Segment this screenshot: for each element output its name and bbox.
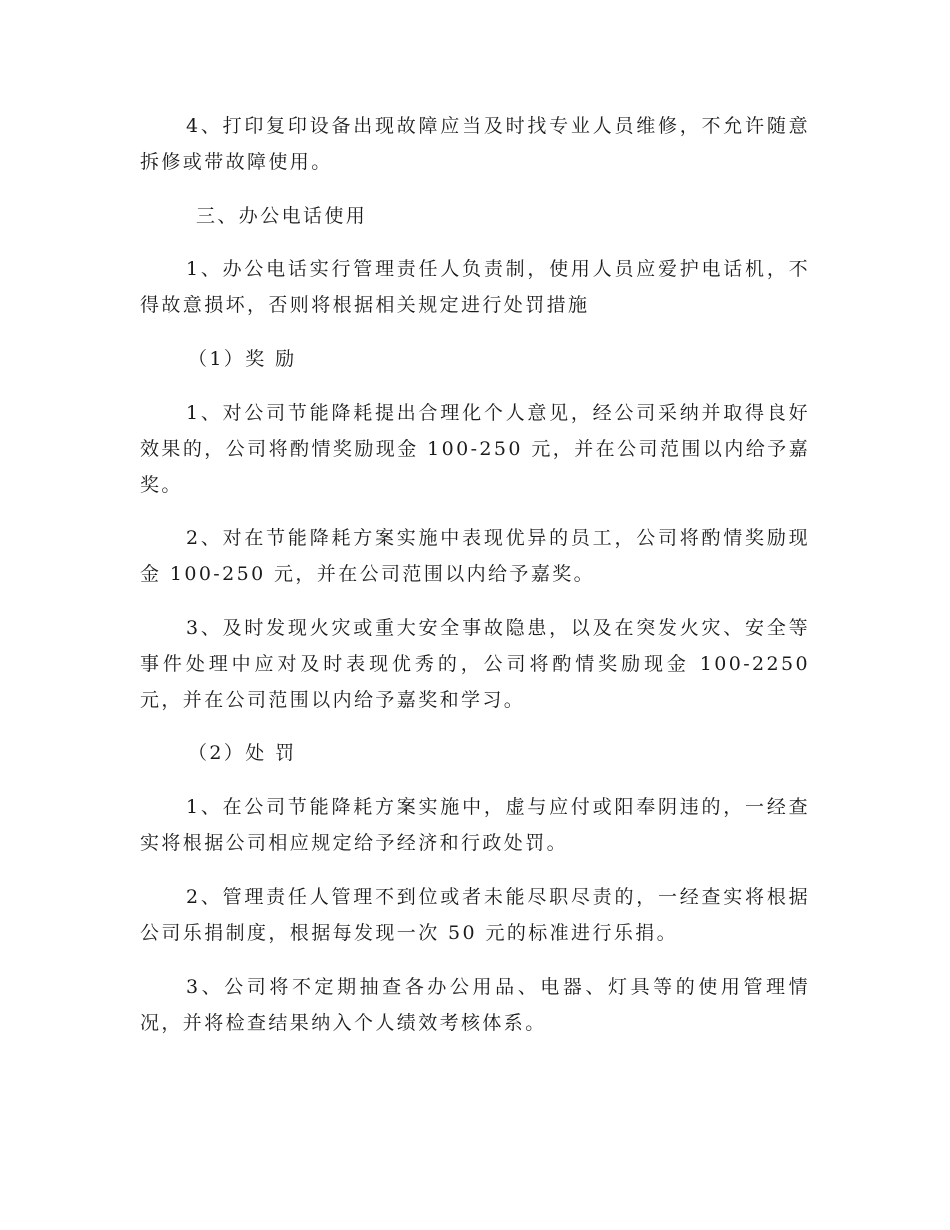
subheading-rewards: （1）奖 励 bbox=[188, 348, 297, 370]
paragraph-penalty-1: 1、在公司节能降耗方案实施中，虚与应付或阳奉阴违的，一经查实将根据公司相应规定给予经济和行政处罚。 bbox=[140, 796, 810, 854]
subheading-penalties: （2）处 罚 bbox=[188, 742, 297, 764]
paragraph-penalty-3: 3、公司将不定期抽查各办公用品、电器、灯具等的使用管理情况，并将检查结果纳入个人绩效考核体系。 bbox=[140, 976, 810, 1034]
paragraph-reward-1: 1、对公司节能降耗提出合理化个人意见，经公司采纳并取得良好效果的，公司将酌情奖励现金 100-250 元，并在公司范围以内给予嘉奖。 bbox=[140, 402, 810, 496]
paragraph-reward-2: 2、对在节能降耗方案实施中表现优异的员工，公司将酌情奖励现金 100-250 元，并在公司范围以内给予嘉奖。 bbox=[140, 527, 810, 585]
paragraph-printer-repair: 4、打印复印设备出现故障应当及时找专业人员维修，不允许随意拆修或带故障使用。 bbox=[140, 115, 810, 173]
section-heading-office-phone: 三、办公电话使用 bbox=[196, 205, 368, 227]
paragraph-reward-3: 3、及时发现火灾或重大安全事故隐患，以及在突发火灾、安全等事件处理中应对及时表现优秀的，公司将酌情奖励现金 100-2250 元，并在公司范围以内给予嘉奖和学习。 bbox=[140, 617, 810, 711]
paragraph-phone-responsibility: 1、办公电话实行管理责任人负责制，使用人员应爱护电话机，不得故意损坏，否则将根据相关规定进行处罚措施 bbox=[140, 258, 810, 316]
paragraph-penalty-2: 2、管理责任人管理不到位或者未能尽职尽责的，一经查实将根据公司乐捐制度，根据每发现一次 50 元的标准进行乐捐。 bbox=[140, 886, 810, 944]
